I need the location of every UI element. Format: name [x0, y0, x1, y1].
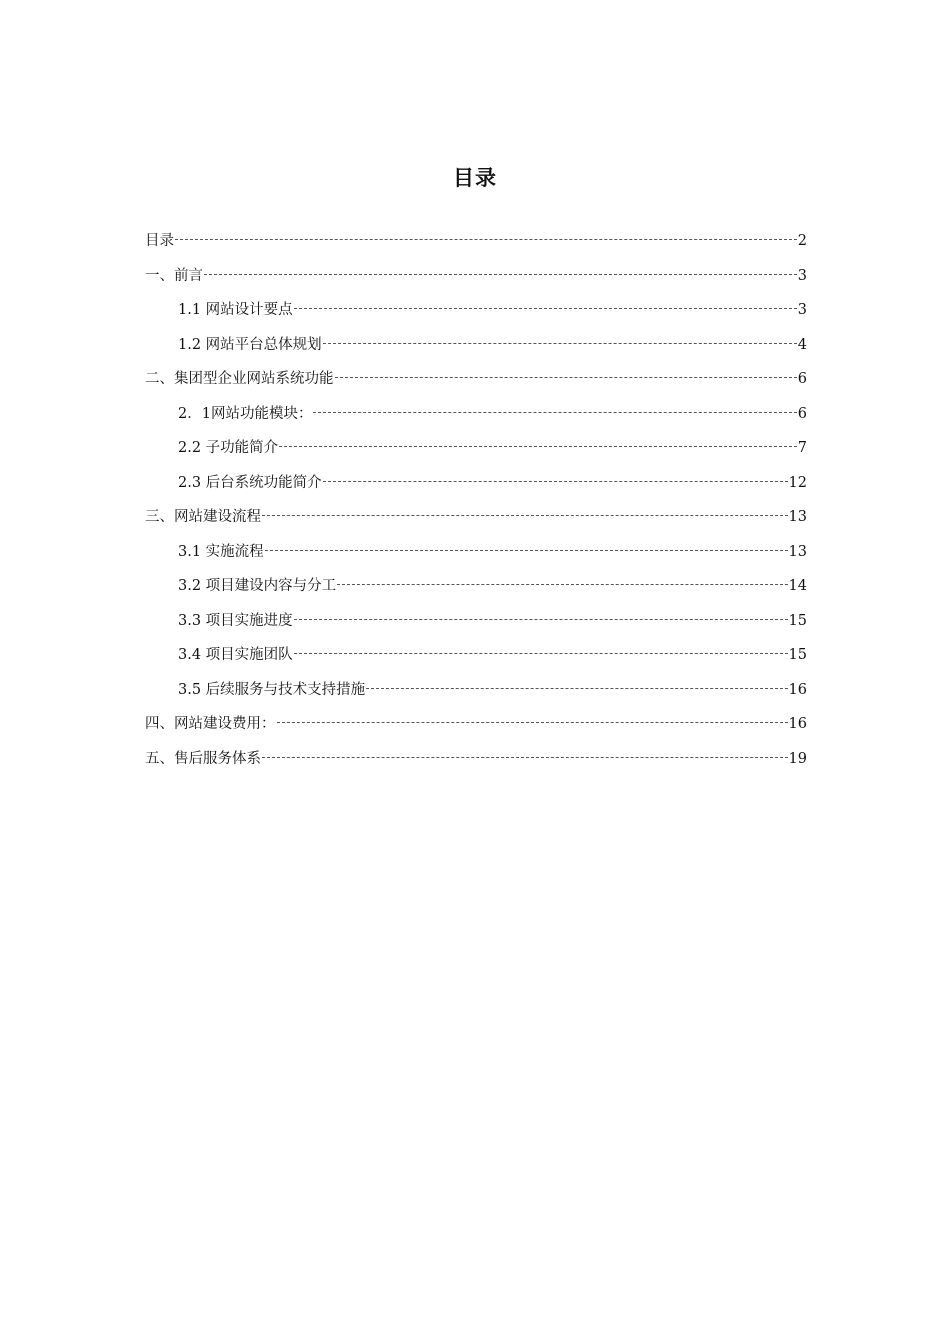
toc-leader-dashes — [204, 274, 797, 275]
toc-leader-dashes — [175, 239, 797, 240]
toc-entry[interactable] — [145, 264, 807, 299]
toc-leader-dashes — [279, 446, 797, 447]
toc-leader-dashes — [294, 308, 797, 309]
toc-page-number: 15 — [788, 612, 807, 629]
toc-entry-text: 五、售后服务体系 — [145, 750, 261, 767]
toc-page-number: 15 — [788, 647, 807, 663]
toc-entry[interactable] — [145, 678, 807, 713]
toc-entry-text: 3.4 项目实施团队 — [178, 647, 293, 663]
toc-entry[interactable] — [145, 229, 807, 264]
toc-page-number: 19 — [788, 750, 807, 767]
toc-entry[interactable] — [145, 574, 807, 609]
toc-entry[interactable] — [145, 333, 807, 368]
toc-leader-dashes — [262, 515, 788, 516]
toc-page-number: 13 — [788, 509, 807, 525]
toc-entry-text: 3.3 项目实施进度 — [178, 612, 293, 629]
toc-page-number: 6 — [797, 405, 807, 422]
toc-entry-text: 四、网站建设费用： — [145, 716, 276, 732]
toc-entry[interactable] — [145, 436, 807, 471]
toc-page-number: 7 — [797, 440, 807, 456]
toc-entry-text: 1.1 网站设计要点 — [178, 302, 293, 318]
toc-entry[interactable] — [145, 712, 807, 747]
toc-entry-text: 1.2 网站平台总体规划 — [178, 336, 322, 353]
toc-entry[interactable] — [145, 540, 807, 575]
toc-entry[interactable] — [145, 367, 807, 402]
toc-entry-text: 二、集团型企业网站系统功能 — [145, 371, 334, 387]
toc-entry-text: 目录 — [145, 233, 174, 249]
toc-entry-text: 2.2 子功能简介 — [178, 440, 279, 456]
toc-entry-text: 3.1 实施流程 — [178, 543, 264, 560]
toc-leader-dashes — [366, 688, 787, 689]
toc-page-number: 12 — [788, 474, 807, 491]
toc-entry-text: 三、网站建设流程 — [145, 509, 261, 525]
toc-leader-dashes — [313, 412, 796, 413]
toc-entry[interactable] — [145, 747, 807, 782]
toc-leader-dashes — [323, 481, 788, 482]
toc-entry[interactable] — [145, 471, 807, 506]
toc-page-number: 16 — [788, 716, 807, 732]
toc-entry[interactable] — [145, 298, 807, 333]
toc-leader-dashes — [294, 653, 788, 654]
toc-entry[interactable] — [145, 505, 807, 540]
toc-entry[interactable] — [145, 402, 807, 437]
toc-entry-text: 3.5 后续服务与技术支持措施 — [178, 681, 366, 698]
toc-page-number: 14 — [788, 578, 807, 594]
toc-entry[interactable] — [145, 643, 807, 678]
table-of-contents — [145, 229, 807, 781]
toc-leader-dashes — [294, 619, 788, 620]
toc-entry-text: 一、前言 — [145, 267, 203, 284]
page-title: 目录 — [453, 166, 497, 190]
toc-page-number: 2 — [797, 233, 807, 249]
toc-page-number: 3 — [797, 267, 807, 284]
toc-leader-dashes — [337, 584, 787, 585]
toc-page-number: 6 — [797, 371, 807, 387]
toc-page-number: 13 — [788, 543, 807, 560]
toc-entry-text: 2.3 后台系统功能简介 — [178, 474, 322, 491]
toc-leader-dashes — [262, 757, 788, 758]
toc-page-number: 3 — [797, 302, 807, 318]
toc-page-number: 4 — [797, 336, 807, 353]
toc-leader-dashes — [323, 343, 797, 344]
toc-leader-dashes — [335, 377, 797, 378]
toc-entry-text: 2．1网站功能模块： — [178, 405, 313, 422]
toc-entry-text: 3.2 项目建设内容与分工 — [178, 578, 337, 594]
toc-page-number: 16 — [788, 681, 807, 698]
toc-leader-dashes — [265, 550, 788, 551]
toc-entry[interactable] — [145, 609, 807, 644]
toc-leader-dashes — [277, 722, 788, 723]
